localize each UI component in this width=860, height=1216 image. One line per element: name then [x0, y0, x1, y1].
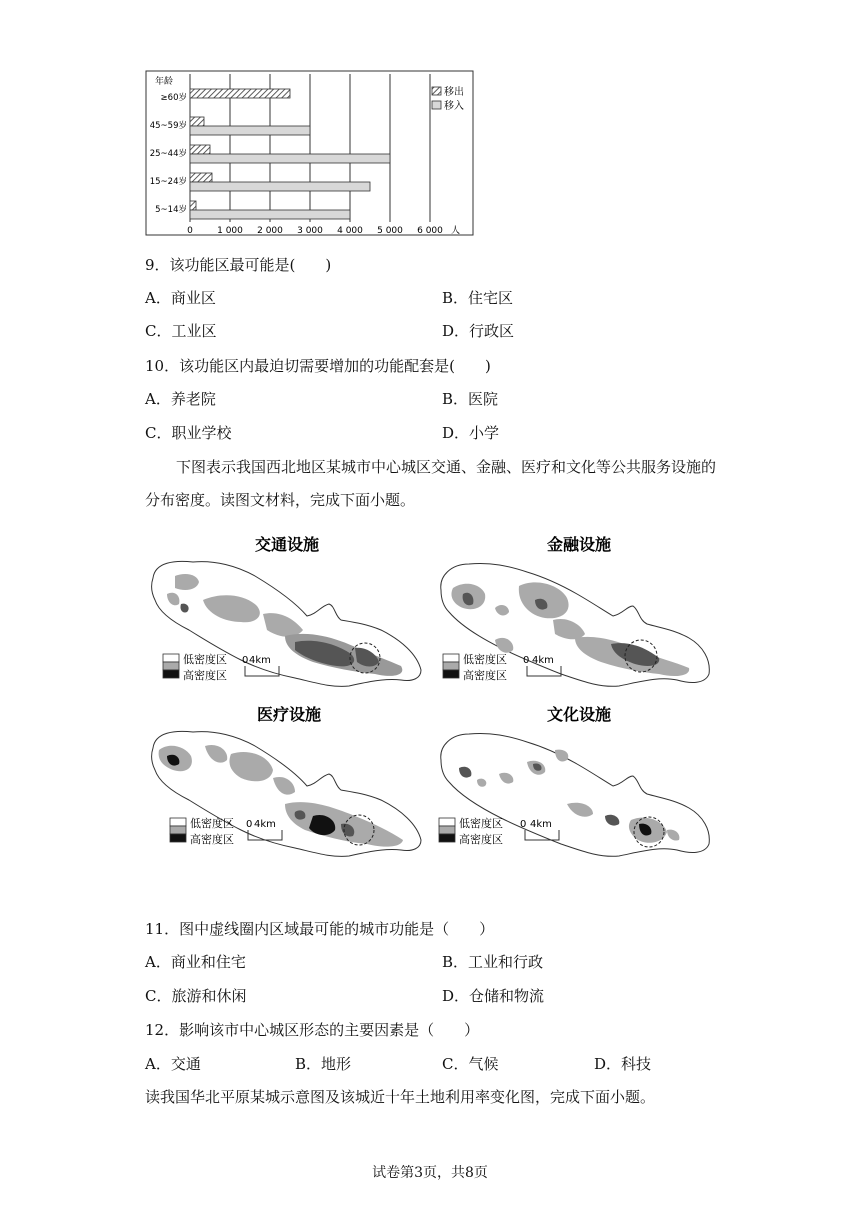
map-title-culture: 文化设施	[547, 705, 612, 724]
question-12: 12．影响该市中心城区形态的主要因素是（ ）	[145, 1021, 480, 1039]
q10-option-a[interactable]: A．养老院	[145, 390, 216, 408]
x-tick-label: 2 000	[257, 226, 283, 236]
y-axis-label: 年龄	[155, 77, 174, 87]
maps-svg	[145, 528, 725, 868]
question-11: 11．图中虚线圈内区域最可能的城市功能是（ ）	[145, 920, 495, 938]
bar-out	[190, 89, 290, 98]
scale-label-1: 4km	[249, 655, 271, 666]
legend-high-4: 高密度区	[459, 833, 503, 846]
legend-low-4: 低密度区	[459, 817, 503, 830]
x-tick-label: 5 000	[377, 226, 403, 236]
legend-high-3: 高密度区	[190, 833, 234, 846]
x-axis-unit: 人	[451, 226, 461, 236]
category-label: ≥60岁	[160, 93, 187, 103]
question-9: 9．该功能区最可能是( )	[145, 256, 332, 274]
map-title-medical: 医疗设施	[257, 705, 322, 724]
x-tick-label: 6 000	[417, 226, 443, 236]
legend-label-out: 移出	[444, 87, 464, 98]
q10-option-d[interactable]: D．小学	[442, 424, 500, 442]
scale-zero-2: 0	[523, 655, 530, 666]
map-title-transport: 交通设施	[255, 535, 320, 554]
category-label: 25~44岁	[149, 149, 187, 159]
q12-option-b[interactable]: B．地形	[295, 1055, 352, 1073]
scale-label-3: 4km	[254, 819, 276, 830]
x-tick-label: 0	[187, 226, 193, 236]
q11-option-d[interactable]: D．仓储和物流	[442, 987, 545, 1005]
bar-in	[190, 210, 350, 219]
q12-option-a[interactable]: A．交通	[145, 1055, 201, 1073]
x-tick-label: 1 000	[217, 226, 243, 236]
q12-option-d[interactable]: D．科技	[594, 1055, 652, 1073]
bar-out	[190, 117, 204, 126]
intro-maps-line2: 分布密度。读图文材料，完成下面小题。	[145, 491, 416, 509]
closing-text: 读我国华北平原某城示意图及该城近十年土地利用率变化图，完成下面小题。	[145, 1088, 656, 1106]
scale-zero-4: 0	[520, 819, 527, 830]
bar-in	[190, 154, 390, 163]
legend-low-2: 低密度区	[463, 653, 507, 666]
scale-label-2: 4km	[532, 655, 554, 666]
q11-option-c[interactable]: C．旅游和休闲	[145, 987, 247, 1005]
facility-density-maps	[145, 528, 725, 868]
map-title-finance: 金融设施	[547, 535, 612, 554]
q11-option-a[interactable]: A．商业和住宅	[145, 953, 246, 971]
intro-maps-line1: 下图表示我国西北地区某城市中心城区交通、金融、医疗和文化等公共服务设施的	[176, 458, 717, 476]
scale-zero-1: 0	[242, 655, 249, 666]
q9-option-b[interactable]: B．住宅区	[442, 289, 514, 307]
legend-high-2: 高密度区	[463, 669, 507, 682]
legend-label-in: 移入	[444, 101, 464, 112]
category-label: 15~24岁	[149, 177, 187, 187]
x-tick-label: 4 000	[337, 226, 363, 236]
q9-option-d[interactable]: D．行政区	[442, 322, 515, 340]
question-10: 10．该功能区内最迫切需要增加的功能配套是( )	[145, 357, 491, 375]
category-label: 45~59岁	[149, 121, 187, 131]
q10-option-b[interactable]: B．医院	[442, 390, 499, 408]
bar-out	[190, 173, 212, 182]
q9-option-a[interactable]: A．商业区	[145, 289, 216, 307]
bar-in	[190, 182, 370, 191]
bar-out	[190, 145, 210, 154]
scale-zero-3: 0	[246, 819, 253, 830]
age-migration-bar-chart	[145, 70, 475, 240]
bar-in	[190, 126, 310, 135]
scale-label-4: 4km	[530, 819, 552, 830]
q12-option-c[interactable]: C．气候	[442, 1055, 499, 1073]
legend-low-1: 低密度区	[183, 653, 227, 666]
legend-low-3: 低密度区	[190, 817, 234, 830]
x-tick-label: 3 000	[297, 226, 323, 236]
category-label: 5~14岁	[155, 205, 187, 215]
q9-option-c[interactable]: C．工业区	[145, 322, 217, 340]
bar-out	[190, 201, 196, 210]
legend-high-1: 高密度区	[183, 669, 227, 682]
q11-option-b[interactable]: B．工业和行政	[442, 953, 544, 971]
q10-option-c[interactable]: C．职业学校	[145, 424, 232, 442]
page-footer: 试卷第3页，共8页	[372, 1165, 488, 1181]
